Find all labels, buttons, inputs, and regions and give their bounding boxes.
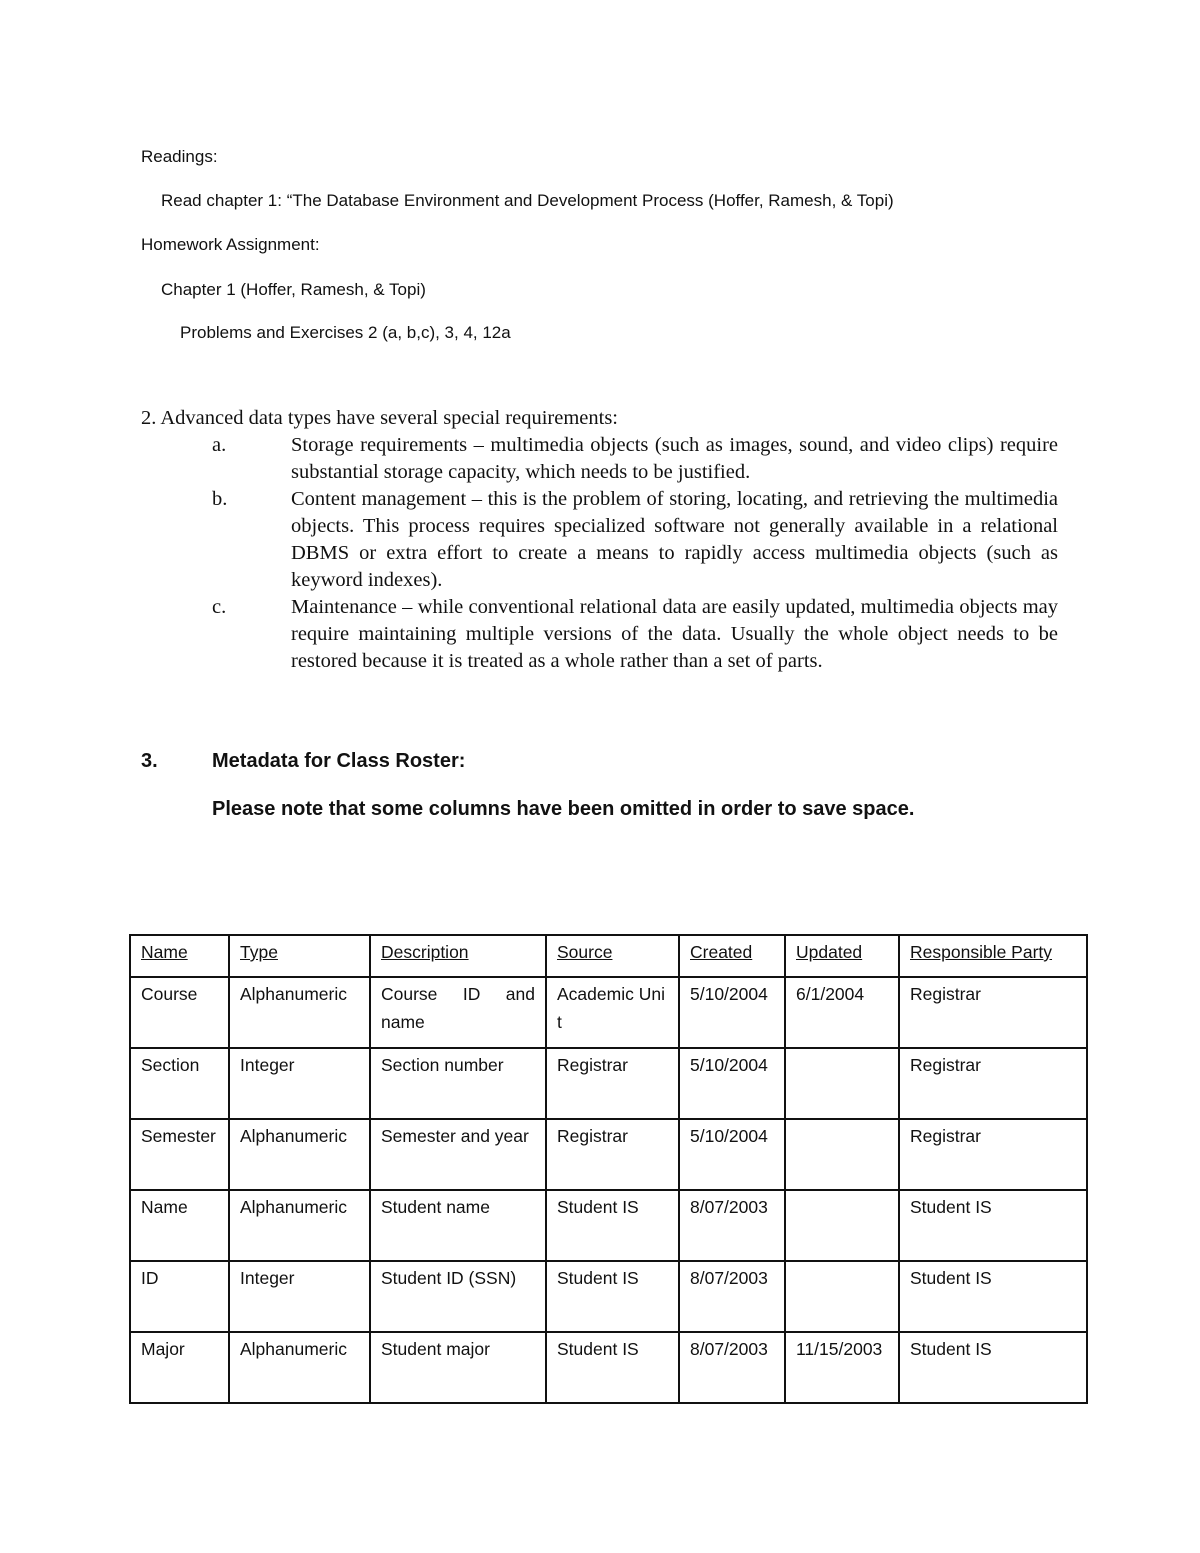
cell-description: Course ID and name [370,977,546,1048]
cell-source: Student IS [546,1261,679,1332]
section-number: 3. [141,750,158,772]
cell-description: Student ID (SSN) [370,1261,546,1332]
cell-responsible-party: Registrar [899,977,1087,1048]
cell-source: Student IS [546,1332,679,1403]
column-header-responsible-party: Responsible Party [899,935,1087,977]
requirement-text: Maintenance – while conventional relational data are easily updated, multimedia objects may require maintaining multiple versions of the data. Usually the whole object needs to be restored because it is treated as a whole rather than a set of parts. [291,596,1058,672]
column-header-type: Type [229,935,370,977]
cell-type: Integer [229,1048,370,1119]
cell-created: 5/10/2004 [679,1048,785,1119]
problem-2-intro: 2. Advanced data types have several special requirements: [141,407,619,429]
requirement-text: Storage requirements – multimedia objects (such as images, sound, and video clips) require substantial storage capacity, which needs to be justified. [291,434,1058,483]
table-row [130,1261,1087,1332]
column-header-updated: Updated [785,935,899,977]
cell-source: Student IS [546,1190,679,1261]
cell-responsible-party: Registrar [899,1119,1087,1190]
cell-name: Course [130,977,229,1048]
table-row [130,1119,1087,1190]
section-note: Please note that some columns have been omitted in order to save space. [212,798,915,820]
homework-chapter: Chapter 1 (Hoffer, Ramesh, & Topi) [161,280,426,299]
cell-updated: 6/1/2004 [785,977,899,1048]
cell-type: Alphanumeric [229,1119,370,1190]
cell-created: 8/07/2003 [679,1332,785,1403]
cell-name: ID [130,1261,229,1332]
cell-created: 5/10/2004 [679,1119,785,1190]
cell-description: Student major [370,1332,546,1403]
homework-heading: Homework Assignment: [141,235,320,254]
cell-type: Alphanumeric [229,1332,370,1403]
cell-updated [785,1190,899,1261]
requirement-letter: a. [212,434,227,456]
readings-heading: Readings: [141,147,218,166]
cell-description: Semester and year [370,1119,546,1190]
cell-source: Registrar [546,1119,679,1190]
cell-type: Alphanumeric [229,977,370,1048]
requirement-text: Content management – this is the problem of storing, locating, and retrieving the multimedia objects. This process requires specialized software not generally available in a relational DBMS or extra effort to create a means to rapidly access multimedia objects (such as keyword indexes). [291,488,1058,591]
column-header-name: Name [130,935,229,977]
cell-description: Student name [370,1190,546,1261]
column-header-source: Source [546,935,679,977]
cell-type: Alphanumeric [229,1190,370,1261]
cell-responsible-party: Student IS [899,1190,1087,1261]
cell-updated [785,1119,899,1190]
cell-updated [785,1261,899,1332]
cell-updated: 11/15/2003 [785,1332,899,1403]
requirement-letter: c. [212,596,227,618]
cell-responsible-party: Student IS [899,1261,1087,1332]
cell-source: Registrar [546,1048,679,1119]
cell-created: 5/10/2004 [679,977,785,1048]
cell-created: 8/07/2003 [679,1261,785,1332]
requirement-item [141,594,1061,675]
cell-responsible-party: Registrar [899,1048,1087,1119]
table-row [130,1048,1087,1119]
requirement-item [141,486,1061,594]
cell-responsible-party: Student IS [899,1332,1087,1403]
cell-source: Academic Unit [546,977,679,1048]
problem-2-answer [141,405,1061,675]
table-row [130,977,1087,1048]
homework-problems: Problems and Exercises 2 (a, b,c), 3, 4, 12a [180,323,511,342]
requirement-item [141,432,1061,486]
requirement-letter: b. [212,488,228,510]
column-header-created: Created [679,935,785,977]
section-title: Metadata for Class Roster: [212,750,466,772]
cell-name: Section [130,1048,229,1119]
table-header-row [130,935,1087,977]
cell-updated [785,1048,899,1119]
cell-description: Section number [370,1048,546,1119]
column-header-description: Description [370,935,546,977]
table-row [130,1332,1087,1403]
reading-assignment: Read chapter 1: “The Database Environment and Development Process (Hoffer, Ramesh, & Topi) [161,191,894,210]
class-roster-metadata-table [129,934,1088,1404]
cell-name: Name [130,1190,229,1261]
cell-created: 8/07/2003 [679,1190,785,1261]
table-row [130,1190,1087,1261]
cell-type: Integer [229,1261,370,1332]
cell-name: Semester [130,1119,229,1190]
cell-name: Major [130,1332,229,1403]
